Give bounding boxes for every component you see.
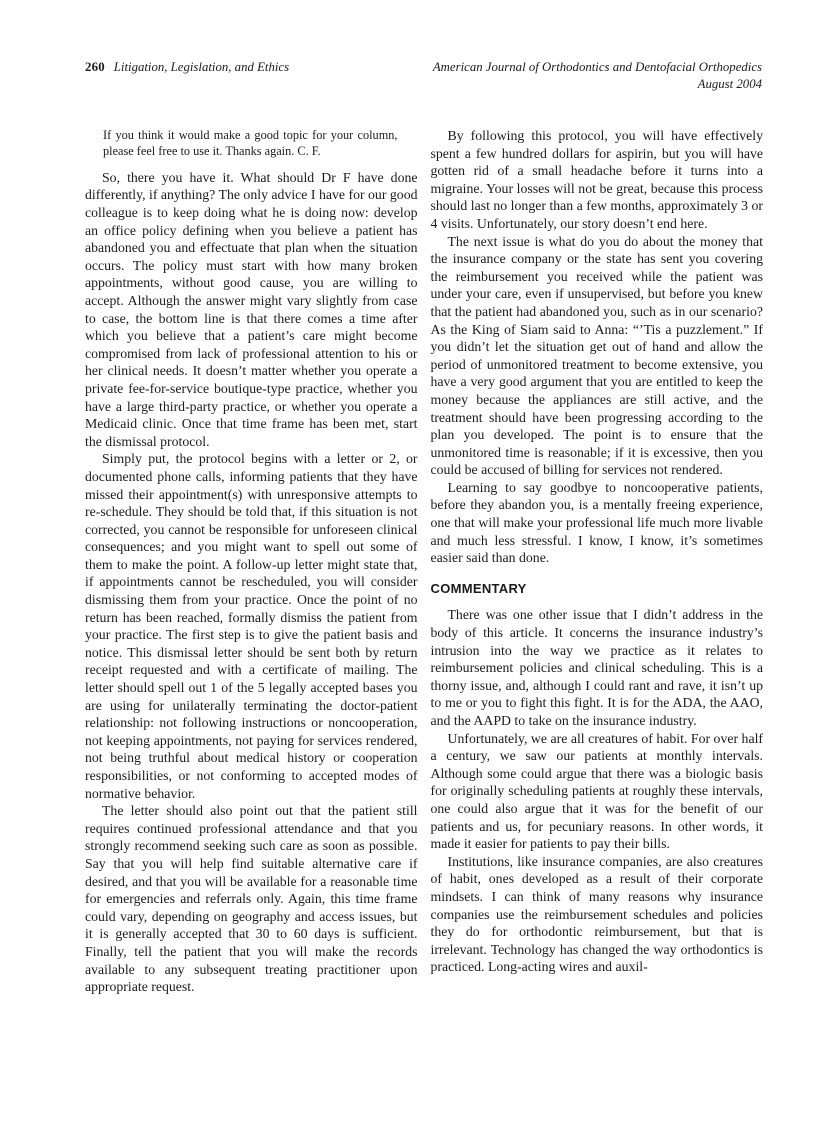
left-column xyxy=(85,127,418,996)
page-number: 260 xyxy=(85,60,105,74)
running-header xyxy=(85,59,762,94)
article-body xyxy=(85,127,763,996)
body-paragraph: The next issue is what do you do about the money that the insurance company or the state has sent you covering the reimbursement you received while the patient was under your care, even if unsupervised, but before you knew that the patient had abandoned you, such as in our scenario? As the King of Siam said to Anna: “’Tis a puzzlement.” If you didn’t let the situation get out of hand and allow the period of unmonitored treatment to become extensive, you have a very good argument that you are entitled to keep the money because the appliances are still active, and the treatment should have been progressing according to the plan you developed. The point is to ensure that the unmonitored time is reasonable; if it is excessive, then you could be accused of billing for services not rendered. xyxy=(430,233,763,478)
body-paragraph: So, there you have it. What should Dr F have done differently, if anything? The only advice I have for our good colleague is to keep doing what he is doing now: develop an office policy defining when you believe a patient has abandoned you and effectuate that plan when the situation occurs. The policy must start with how many broken appointments, without good cause, you are willing to accept. Although the answer might vary slightly from case to case, the bottom line is that there comes a time after which you believe that a patient’s care might become compromised from lack of professional attention to his or her clinical needs. It doesn’t matter whether you operate a private fee-for-service boutique-type practice, whether you have a large third-party practice, or whether you operate a Medicaid clinic. Once that time frame has been met, start the dismissal protocol. xyxy=(85,169,418,449)
commentary-heading: COMMENTARY xyxy=(430,580,527,596)
section-title: Litigation, Legislation, and Ethics xyxy=(113,60,290,74)
body-paragraph: By following this protocol, you will have effectively spent a few hundred dollars for aspirin, but you will have gotten rid of a small headache before it turns into a migraine. Your losses will not be great, because this process should last no longer than a few months, approximately 3 or 4 visits. Unfortunately, our story doesn’t end here. xyxy=(430,128,763,231)
running-head-left xyxy=(85,59,289,76)
right-column xyxy=(431,127,764,996)
body-paragraph: There was one other issue that I didn’t address in the body of this article. It concerns the insurance industry’s intrusion into the way we practice as it relates to reimbursement policies and clinical scheduling. This is a thorny issue, and, although I could rant and rave, it isn’t up to me or you to fight this fight. It is for the ADA, the AAO, and the AAPD to take on the insurance industry. xyxy=(430,607,763,728)
running-head-right xyxy=(433,59,762,94)
body-paragraph: Learning to say goodbye to noncooperative patients, before they abandon you, is a mentally freeing experience, one that will make your professional life much more livable and much less stressful. I know, I know, it’s sometimes easier said than done. xyxy=(430,479,763,566)
body-paragraph: Simply put, the protocol begins with a letter or 2, or documented phone calls, informing patients that they have missed their appointment(s) with unresponsive attempts to re-schedule. They should be told that, if this situation is not corrected, you cannot be responsible for unforeseen clinical consequences; and you might want to spell out some of them to make the point. A follow-up letter might state that, if appointments cannot be rescheduled, you will consider dismissing them from your practice. Once the point of no return has been reached, formally dismiss the patient from your practice. The first step is to give the patient basis and notice. This dismissal letter should be sent both by return receipt requested and with a certificate of mailing. The letter should spell out 1 of the 5 legally accepted bases you are using for unilaterally terminating the doctor-patient relationship: not following instructions or noncooperation, not keeping appointments, not paying for services rendered, not being truthful about medical history or cooperation responsibilities, or not conforming to accepted modes of normative behavior. xyxy=(85,451,418,801)
letter-quote: If you think it would make a good topic for your column, please feel free to use it. Thanks again. C. F. xyxy=(103,128,398,159)
body-paragraph: Institutions, like insurance companies, are also creatures of habit, ones developed as a result of their corporate mindsets. I can think of many reasons why insurance companies use the reimbursement schedules and policies they do for orthodontic reimbursement, but that is irrelevant. Technology has changed the way orthodontics is practiced. Long-acting wires and auxil- xyxy=(430,853,763,975)
issue-date: August 2004 xyxy=(697,77,762,92)
journal-title: American Journal of Orthodontics and Dentofacial Orthopedics xyxy=(432,60,762,74)
body-paragraph: Unfortunately, we are all creatures of habit. For over half a century, we saw our patients at monthly intervals. Although some could argue that there was a biologic basis for originally scheduling patients at roughly these intervals, one could also argue that it was for the benefit of our patients and us, for pecuniary reasons. In other words, it made it easier for patients to pay their bills. xyxy=(430,730,763,852)
body-paragraph: The letter should also point out that the patient still requires continued professional attendance and that you strongly recommend seeking such care as soon as possible. Say that you will help find suitable alternative care if desired, and that you will be available for a reasonable time for emergencies and referrals only. Again, this time frame could vary, depending on geography and access issues, but it is generally accepted that 30 to 60 days is sufficient. Finally, tell the patient that you will make the records available to any subsequent treating practitioner upon appropriate request. xyxy=(85,803,418,995)
